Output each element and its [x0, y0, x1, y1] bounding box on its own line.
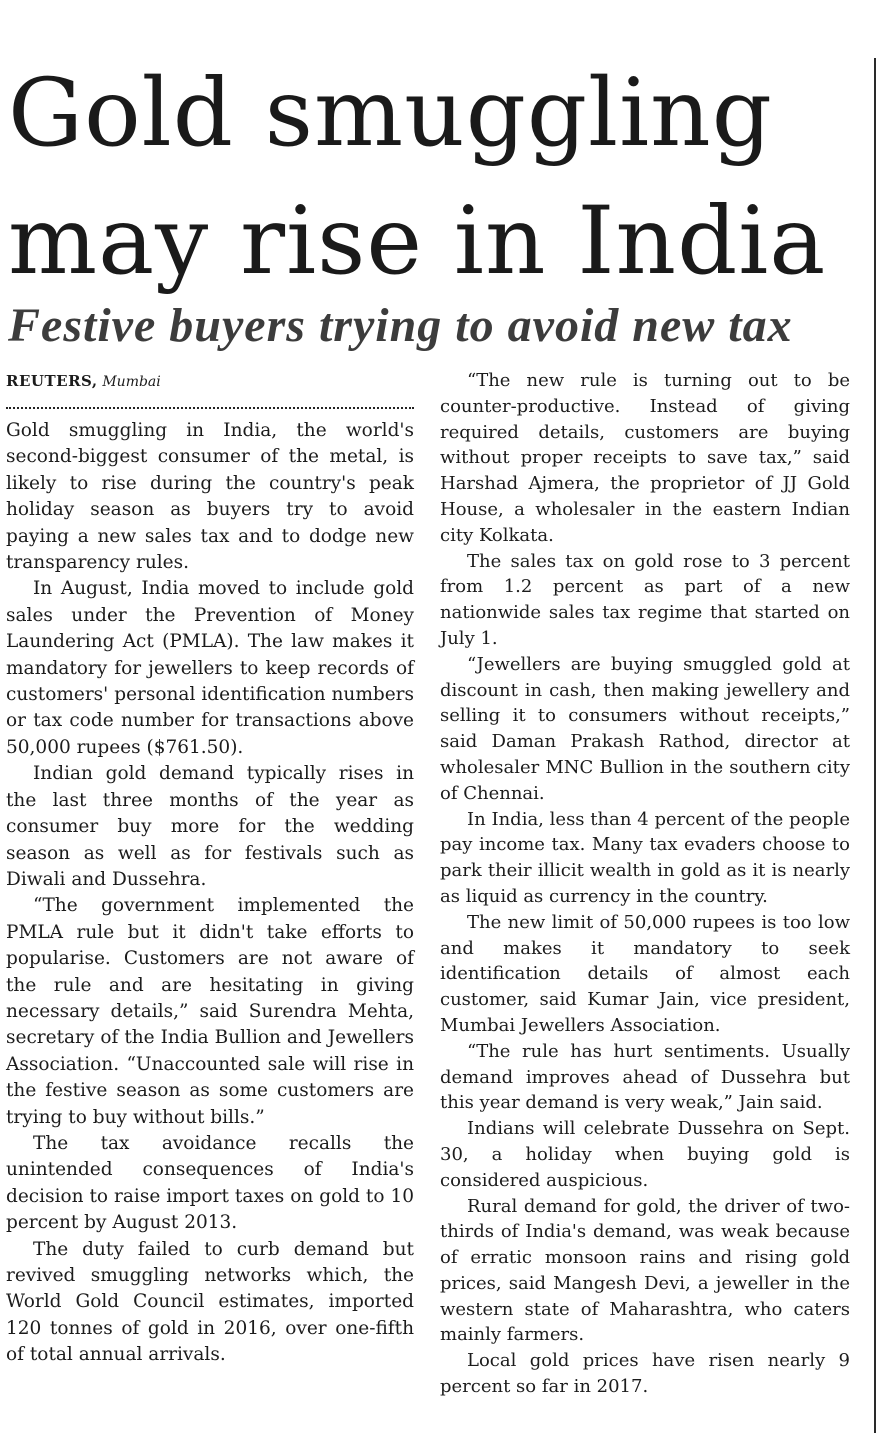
left-column: [6, 368, 414, 1369]
paragraph: In India, less than 4 percent of the people pay income tax. Many tax evaders choose to park their illicit wealth in gold as it is nearly as liquid as currency in the country.: [440, 808, 850, 907]
right-column: [440, 368, 850, 1400]
column-rule: [874, 58, 876, 1433]
byline-city: Mumbai: [102, 374, 161, 390]
paragraph: Indians will celebrate Dussehra on Sept. 30, a holiday when buying gold is considered auspicious.: [440, 1118, 850, 1191]
paragraph: Gold smuggling in India, the world's second-biggest consumer of the metal, is likely to rise during the country's peak holiday season as buyers try to avoid paying a new sales tax and to dodge new transparency rules.: [6, 420, 414, 574]
byline: [6, 368, 414, 395]
paragraph: The tax avoidance recalls the unintended consequences of India's decision to raise import taxes on gold to 10 percent by August 2013.: [6, 1132, 414, 1234]
paragraph: The new limit of 50,000 rupees is too low and makes it mandatory to seek identification details of almost each customer, said Kumar Jain, vice president, Mumbai Jewellers Association.: [440, 911, 850, 1036]
byline-agency: REUTERS,: [6, 372, 98, 390]
paragraph: Rural demand for gold, the driver of two-thirds of India's demand, was weak because of erratic monsoon rains and rising gold prices, said Mangesh Devi, a jeweller in the western state of Maharashtra, who caters mainly farmers.: [440, 1195, 850, 1346]
paragraph: In August, India moved to include gold sales under the Prevention of Money Laundering Act (PMLA). The law makes it mandatory for jewellers to keep records of customers' personal identification numbers or tax code number for transactions above 50,000 rupees ($761.50).: [6, 578, 414, 758]
paragraph: “The government implemented the PMLA rule but it didn't take efforts to popularise. Customers are not aware of the rule and are hesitating in giving necessary details,” said Surendra Mehta, secretary of the India Bullion and Jewellers Association. “Unaccounted sale will rise in the festive season as some customers are trying to buy without bills.”: [6, 895, 414, 1128]
paragraph: The duty failed to curb demand but revived smuggling networks which, the World Gold Council estimates, imported 120 tonnes of gold in 2016, over one-fifth of total annual arrivals.: [6, 1238, 414, 1366]
headline: Gold smuggling may rise in India: [8, 59, 827, 296]
paragraph: Local gold prices have risen nearly 9 percent so far in 2017.: [440, 1350, 850, 1398]
paragraph: “The rule has hurt sentiments. Usually demand improves ahead of Dussehra but this year demand is very weak,” Jain said.: [440, 1040, 850, 1114]
paragraph: “Jewellers are buying smuggled gold at discount in cash, then making jewellery and selling it to consumers without receipts,” said Daman Prakash Rathod, director at wholesaler MNC Bullion in the southern city of Chennai.: [440, 653, 850, 804]
byline-divider: [6, 407, 414, 409]
paragraph: Indian gold demand typically rises in the last three months of the year as consumer buy more for the wedding season as well as for festivals such as Diwali and Dussehra.: [6, 763, 414, 890]
subheadline: Festive buyers trying to avoid new tax: [8, 299, 793, 352]
paragraph: “The new rule is turning out to be counter-productive. Instead of giving required details, customers are buying without proper receipts to save tax,” said Harshad Ajmera, the proprietor of JJ Gold House, a wholesaler in the eastern Indian city Kolkata.: [440, 370, 850, 546]
paragraph: The sales tax on gold rose to 3 percent from 1.2 percent as part of a new nationwide sales tax regime that started on July 1.: [440, 550, 850, 649]
